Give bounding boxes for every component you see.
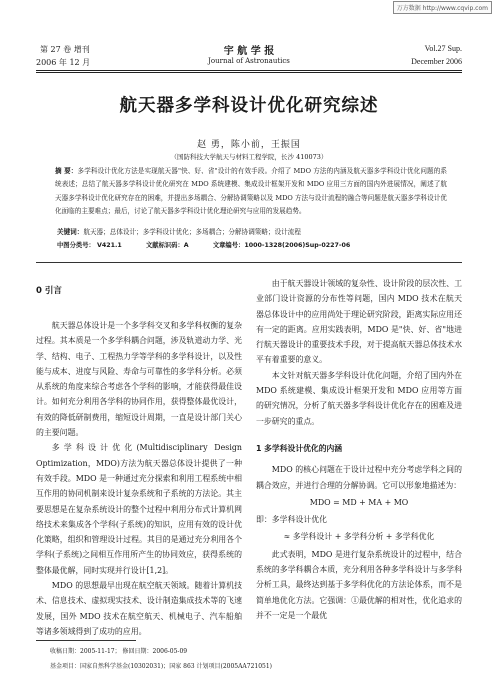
- journal-name-cn: 宇 航 学 报: [223, 46, 275, 57]
- paragraph: 本文针对航天器多学科设计优化问题，介绍了国内外在 MDO 系统建模、集成设计框架开发和 MDO 应用等方面的研究情况，分析了航天器多学科设计优化存在的困难及进一步研究的重点。: [256, 370, 462, 426]
- equation-lead: 即：多学科设计优化: [256, 515, 328, 525]
- right-column: [256, 276, 462, 623]
- journal-name-en: Journal of Astronautics: [208, 57, 290, 65]
- abstract: [55, 165, 447, 219]
- paragraph: 多学科设计优化(Multidisciplinary Design Optimization，MDO)方法为航天器总体设计提供了一种有效手段。MDO 是一种通过充分探索和利用工程系统中相互作用的协同机制来设计复杂系统和子系统的方法论。其主要思想是在复杂系统设计的整个过程中利用分布式计算机网络技术来集成各个学科(子系统)的知识，应用有效的设计优化策略，组织和管理设计过程。其目的是通过充分利用各个学科(子系统)之间相互作用所产生的协同效应，获得系统的整体最优解，同时实现并行设计[1,2]。: [36, 443, 242, 575]
- doc-code: 文献标识码：A: [145, 242, 189, 249]
- volume-label: 第 27 卷 增刊: [40, 45, 90, 54]
- equation: MDO = MD + MA + MO: [309, 497, 409, 507]
- abstract-label: 摘 要：: [55, 167, 78, 175]
- vol-label-en: Vol.27 Sup.: [424, 44, 462, 53]
- clc-number: 中图分类号： V421.1: [57, 242, 122, 249]
- date-label-en: December 2006: [411, 57, 462, 66]
- paragraph: MDO 的思想最早出现在航空航天领域。随着计算机技术、信息技术、虚拟现实技术、设计制造集成技术等的飞速发展，国外 MDO 技术在航空航天、机械电子、汽车船舶等诸多领域得到了成功的应用。: [36, 581, 242, 636]
- abstract-text: 多学科设计优化方法是实现航天器"快、好、省"设计的有效手段。介绍了 MDO 方法的内涵及航天器多学科设计优化问题的系统表述；总结了航天器多学科设计优化研究在 MDO 系统建模、集成设计框架开发和 MDO 应用三方面的国内外进展情况，阐述了航天器多学科设计优化研究存在的困难，并提出多场耦合、分解协调策略以及 MDO 方法与设计流程的融合等问题是航天器多学科设计优化面临的主要难点；最后，讨论了航天器多学科设计优化理论研究与应用的发展趋势。: [55, 167, 448, 216]
- equation-expanded: ≈ 多学科设计 + 多学科分析 + 多学科优化: [283, 532, 435, 542]
- keywords-block: [57, 226, 447, 252]
- section-0-heading: 0 引言: [36, 286, 62, 296]
- paragraph: 此式表明，MDO 是进行复杂系统设计的过程中，结合系统的多学科耦合本质，充分利用各种多学科设计与多学科分析工具，最终达到基于多学科优化的方法论体系，而不是简单地优化方法。它强调：①最优解的相对性，优化追求的并不一定是一个最优: [256, 549, 462, 620]
- left-column: [36, 318, 242, 639]
- authors: 赵 勇，陈小前，王振国: [197, 140, 301, 150]
- keywords-text: 航天器；总体设计；多学科设计优化；多场耦合；分解协调策略；设计流程: [83, 228, 301, 236]
- footnote-rule: [36, 640, 136, 641]
- footnote: [50, 644, 470, 674]
- keywords-label: 关键词：: [57, 228, 84, 236]
- paper-title: 航天器多学科设计优化研究综述: [119, 96, 379, 116]
- header-rule-thin: [36, 72, 462, 73]
- header-rule: [36, 70, 462, 71]
- source-watermark: 万方数据 http://www.cqvip.com: [393, 1, 492, 14]
- received-date: 收稿日期：2005-11-17； 修回日期：2006-05-09: [50, 648, 188, 655]
- fund-info: 基金项目：国家自然科学基金(10302031)；国家 863 计划项目(2005AA721051): [50, 663, 273, 670]
- paragraph: MDO 的核心问题在于设计过程中充分考虑学科之间的耦合效应，并进行合理的分解协调。它可以形象地描述为：: [256, 465, 462, 490]
- article-number: 文章编号：1000-1328(2006)Sup-0227-06: [212, 242, 351, 249]
- abstract-separator: [36, 262, 462, 263]
- date-label: 2006 年 12 月: [36, 58, 91, 67]
- section-1-heading: 1 多学科设计优化的内涵: [256, 443, 343, 453]
- paragraph: 航天器总体设计是一个多学科交叉和多学科权衡的复杂过程。其本质是一个多学科耦合问题，涉及轨道动力学、光学、结构、电子、工程热力学等学科的多学科设计，以及性能与成本、进度与风险、寿命与可靠性的多学科分析。必须从系统的角度来综合考虑各个学科的影响，才能获得最佳设计。如何充分利用各学科的协同作用，获得整体最优设计，有效的降低研制费用，缩短设计周期，一直是设计部门关心的主要问题。: [36, 321, 242, 438]
- affiliation: （国防科技大学航天与材料工程学院，长沙 410073）: [170, 153, 328, 161]
- paragraph: 由于航天器设计领域的复杂性、设计阶段的层次性、工业部门设计资源的分布性等问题，国内 MDO 技术在航天器总体设计中的应用尚处于理论研究阶段，距离实际应用还有一定的距离。应用实践表明，MDO 是"快、好、省"地进行航天器设计的重要技术手段，对于提高航天器总体技术水平有着重要的意义。: [256, 279, 462, 365]
